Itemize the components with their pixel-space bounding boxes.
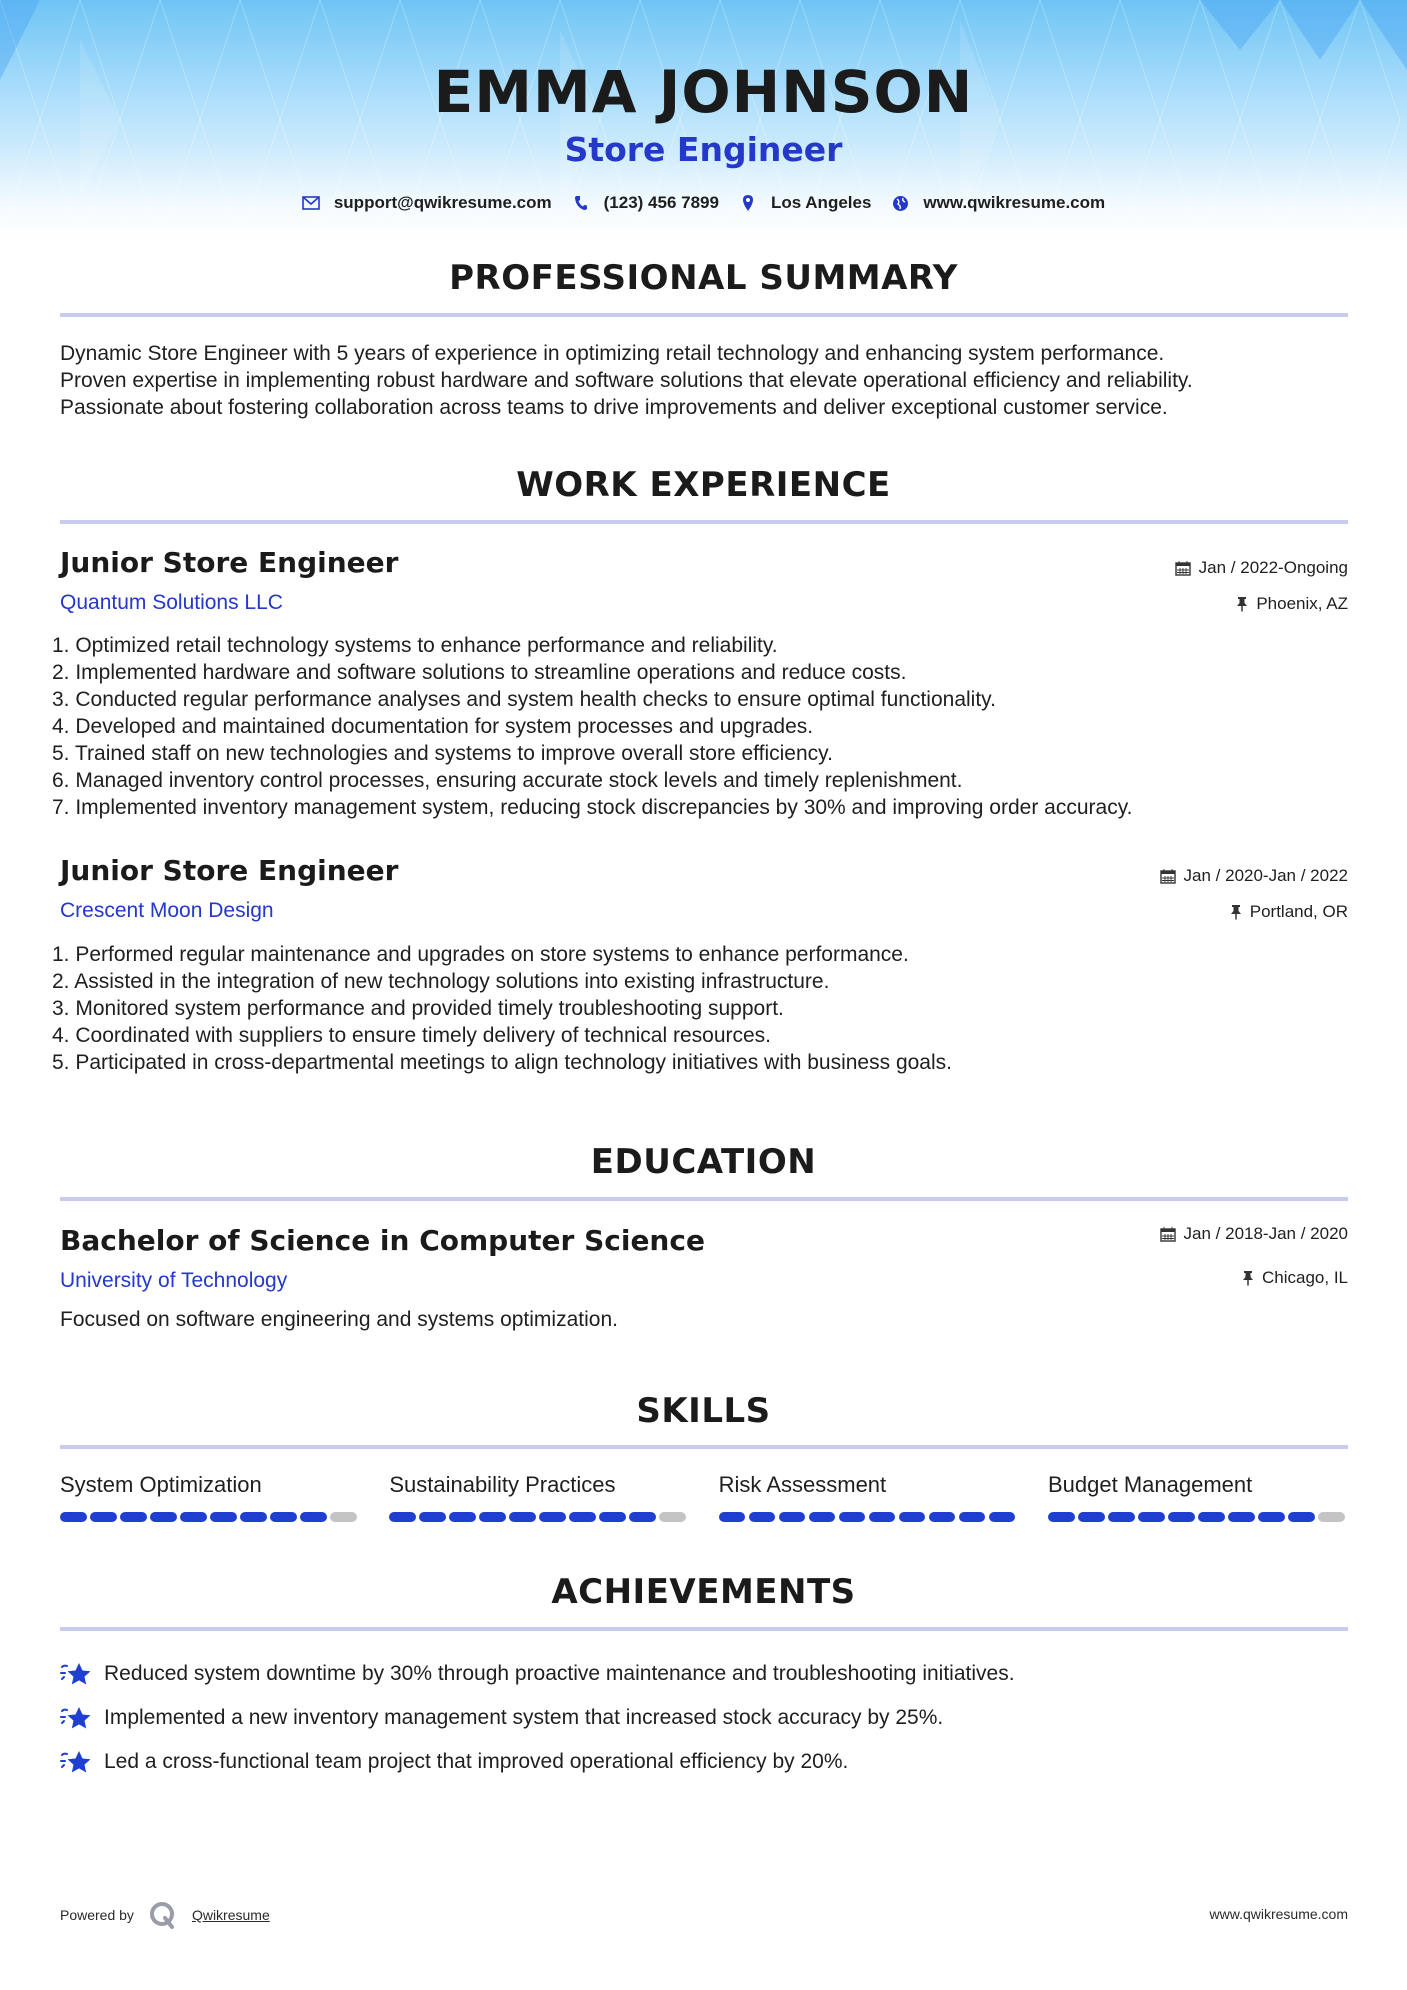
skill-rating-segment bbox=[120, 1512, 147, 1522]
skill-item bbox=[1048, 1470, 1348, 1522]
skill-rating-segment bbox=[899, 1512, 926, 1522]
calendar-icon bbox=[1160, 868, 1176, 884]
job-bullet: 6. Managed inventory control processes, ensuring accurate stock levels and timely replenishment. bbox=[52, 769, 963, 792]
pushpin-icon bbox=[1236, 596, 1248, 612]
achievement-text: Led a cross-functional team project that improved operational efficiency by 20%. bbox=[104, 1750, 849, 1773]
experience-heading: WORK EXPERIENCE bbox=[516, 465, 891, 505]
skill-rating-segment bbox=[150, 1512, 177, 1522]
skill-rating-bar bbox=[719, 1512, 1019, 1522]
skill-rating-segment bbox=[749, 1512, 776, 1522]
job-bullet: 1. Optimized retail technology systems to enhance performance and reliability. bbox=[52, 634, 778, 657]
degree-title: Bachelor of Science in Computer Science bbox=[60, 1224, 705, 1257]
calendar-icon bbox=[1160, 1226, 1176, 1242]
summary-line: Dynamic Store Engineer with 5 years of experience in optimizing retail technology and enhancing system performance. bbox=[60, 342, 1165, 365]
job-bullet: 2. Assisted in the integration of new technology solutions into existing infrastructure. bbox=[52, 970, 830, 993]
job-bullet: 2. Implemented hardware and software solutions to streamline operations and reduce costs. bbox=[52, 661, 907, 684]
job-dates-text: Jan / 2022-Ongoing bbox=[1198, 558, 1348, 577]
skill-rating-segment bbox=[659, 1512, 686, 1522]
envelope-icon bbox=[302, 194, 320, 212]
skill-rating-segment bbox=[1228, 1512, 1255, 1522]
skill-rating-segment bbox=[300, 1512, 327, 1522]
skill-rating-segment bbox=[839, 1512, 866, 1522]
contact-email[interactable] bbox=[302, 193, 552, 213]
education-description: Focused on software engineering and systems optimization. bbox=[60, 1308, 618, 1331]
skill-rating-segment bbox=[1198, 1512, 1225, 1522]
job-dates bbox=[1175, 558, 1348, 578]
skill-label: System Optimization bbox=[60, 1472, 262, 1497]
skill-label: Budget Management bbox=[1047, 1472, 1253, 1497]
summary-divider bbox=[60, 313, 1348, 317]
qwikresume-logo-icon bbox=[148, 1900, 178, 1930]
star-icon bbox=[60, 1702, 92, 1734]
job-bullets bbox=[52, 941, 1372, 1076]
skill-rating-bar bbox=[1048, 1512, 1348, 1522]
contact-email-text: support@qwikresume.com bbox=[333, 193, 552, 212]
contact-website-text: www.qwikresume.com bbox=[923, 193, 1106, 212]
job-bullets bbox=[52, 632, 1372, 821]
education-location bbox=[1242, 1268, 1348, 1288]
summary-heading: PROFESSIONAL SUMMARY bbox=[449, 258, 958, 298]
achievement-item bbox=[60, 1740, 1015, 1784]
skill-rating-segment bbox=[509, 1512, 536, 1522]
skills-grid bbox=[60, 1470, 1348, 1522]
achievement-item bbox=[60, 1652, 1015, 1696]
skill-item bbox=[719, 1470, 1019, 1522]
job-location bbox=[1236, 594, 1348, 614]
job-bullet: 4. Coordinated with suppliers to ensure timely delivery of technical resources. bbox=[52, 1024, 772, 1047]
job-location-text: Phoenix, AZ bbox=[1256, 594, 1348, 613]
skill-rating-segment bbox=[539, 1512, 566, 1522]
skill-label: Risk Assessment bbox=[718, 1472, 887, 1497]
skill-rating-segment bbox=[599, 1512, 626, 1522]
job-title: Junior Store Engineer bbox=[60, 854, 399, 887]
powered-by-label: Powered by bbox=[60, 1907, 134, 1923]
job-dates-text: Jan / 2020-Jan / 2022 bbox=[1183, 866, 1348, 885]
candidate-name: EMMA JOHNSON bbox=[433, 58, 974, 126]
skill-rating-segment bbox=[479, 1512, 506, 1522]
job-dates bbox=[1160, 866, 1348, 886]
skill-rating-segment bbox=[809, 1512, 836, 1522]
achievements-heading: ACHIEVEMENTS bbox=[551, 1572, 856, 1612]
skill-rating-segment bbox=[1288, 1512, 1315, 1522]
map-pin-icon bbox=[739, 194, 757, 212]
pushpin-icon bbox=[1242, 1270, 1254, 1286]
achievement-item bbox=[60, 1696, 1015, 1740]
job-company: Crescent Moon Design bbox=[60, 899, 274, 922]
summary-line: Proven expertise in implementing robust hardware and software solutions that elevate operational efficiency and reliability. bbox=[60, 369, 1193, 392]
skill-rating-segment bbox=[240, 1512, 267, 1522]
globe-icon bbox=[891, 194, 909, 212]
skill-rating-segment bbox=[419, 1512, 446, 1522]
phone-icon bbox=[572, 194, 590, 212]
skill-rating-segment bbox=[1048, 1512, 1075, 1522]
contact-location-text: Los Angeles bbox=[770, 193, 872, 212]
education-heading: EDUCATION bbox=[590, 1142, 817, 1182]
skill-rating-segment bbox=[1108, 1512, 1135, 1522]
contact-bar bbox=[0, 193, 1407, 213]
candidate-role: Store Engineer bbox=[564, 130, 843, 169]
skill-item bbox=[60, 1470, 360, 1522]
job-title: Junior Store Engineer bbox=[60, 546, 399, 579]
job-location bbox=[1230, 902, 1348, 922]
skill-rating-segment bbox=[210, 1512, 237, 1522]
skill-rating-bar bbox=[60, 1512, 360, 1522]
star-icon bbox=[60, 1746, 92, 1778]
achievements-divider bbox=[60, 1627, 1348, 1631]
skill-rating-segment bbox=[1258, 1512, 1285, 1522]
education-dates-text: Jan / 2018-Jan / 2020 bbox=[1183, 1224, 1348, 1243]
skill-label: Sustainability Practices bbox=[389, 1472, 616, 1497]
skill-rating-segment bbox=[869, 1512, 896, 1522]
skill-rating-segment bbox=[959, 1512, 986, 1522]
education-location-text: Chicago, IL bbox=[1262, 1268, 1348, 1287]
job-bullet: 5. Trained staff on new technologies and systems to improve overall store efficiency. bbox=[52, 742, 833, 765]
job-bullet: 4. Developed and maintained documentation for system processes and upgrades. bbox=[52, 715, 814, 738]
summary-text bbox=[60, 340, 1360, 421]
skill-rating-segment bbox=[1168, 1512, 1195, 1522]
skills-heading: SKILLS bbox=[636, 1391, 771, 1431]
qwikresume-link[interactable]: Qwikresume bbox=[191, 1907, 270, 1923]
skill-rating-segment bbox=[1318, 1512, 1345, 1522]
resume-header bbox=[0, 0, 1407, 240]
contact-phone[interactable] bbox=[572, 193, 719, 213]
education-dates bbox=[1160, 1224, 1348, 1244]
contact-location bbox=[739, 193, 871, 213]
skill-rating-segment bbox=[1078, 1512, 1105, 1522]
job-bullet: 1. Performed regular maintenance and upgrades on store systems to enhance performance. bbox=[52, 943, 909, 966]
skill-rating-segment bbox=[629, 1512, 656, 1522]
experience-divider bbox=[60, 520, 1348, 524]
job-bullet: 3. Conducted regular performance analyses and system health checks to ensure optimal functionality. bbox=[52, 688, 996, 711]
skill-rating-segment bbox=[569, 1512, 596, 1522]
skills-divider bbox=[60, 1445, 1348, 1449]
skill-rating-segment bbox=[779, 1512, 806, 1522]
skill-rating-segment bbox=[270, 1512, 297, 1522]
contact-phone-text: (123) 456 7899 bbox=[603, 193, 719, 212]
job-location-text: Portland, OR bbox=[1249, 902, 1348, 921]
skill-rating-segment bbox=[180, 1512, 207, 1522]
skill-rating-segment bbox=[929, 1512, 956, 1522]
achievements-list bbox=[60, 1652, 1015, 1784]
footer-powered-by bbox=[60, 1900, 270, 1930]
contact-website[interactable] bbox=[891, 193, 1105, 213]
education-divider bbox=[60, 1197, 1348, 1201]
footer-url[interactable]: www.qwikresume.com bbox=[1209, 1906, 1348, 1922]
skill-rating-segment bbox=[719, 1512, 746, 1522]
skill-rating-segment bbox=[389, 1512, 416, 1522]
job-company: Quantum Solutions LLC bbox=[60, 591, 283, 614]
skill-rating-segment bbox=[989, 1512, 1016, 1522]
skill-rating-segment bbox=[1138, 1512, 1165, 1522]
skill-rating-segment bbox=[90, 1512, 117, 1522]
calendar-icon bbox=[1175, 560, 1191, 576]
summary-line: Passionate about fostering collaboration across teams to drive improvements and deliver exceptional customer service. bbox=[60, 396, 1168, 419]
skill-rating-segment bbox=[330, 1512, 357, 1522]
skill-rating-segment bbox=[60, 1512, 87, 1522]
achievement-text: Reduced system downtime by 30% through proactive maintenance and troubleshooting initiatives. bbox=[104, 1662, 1015, 1685]
achievement-text: Implemented a new inventory management system that increased stock accuracy by 25%. bbox=[104, 1706, 944, 1729]
star-icon bbox=[60, 1658, 92, 1690]
skill-rating-bar bbox=[389, 1512, 689, 1522]
skill-rating-segment bbox=[449, 1512, 476, 1522]
skill-item bbox=[389, 1470, 689, 1522]
job-bullet: 3. Monitored system performance and provided timely troubleshooting support. bbox=[52, 997, 784, 1020]
job-bullet: 5. Participated in cross-departmental meetings to align technology initiatives with business goals. bbox=[52, 1051, 952, 1074]
pushpin-icon bbox=[1230, 904, 1242, 920]
job-bullet: 7. Implemented inventory management system, reducing stock discrepancies by 30% and improving order accuracy. bbox=[52, 796, 1133, 819]
school-name: University of Technology bbox=[60, 1269, 288, 1292]
